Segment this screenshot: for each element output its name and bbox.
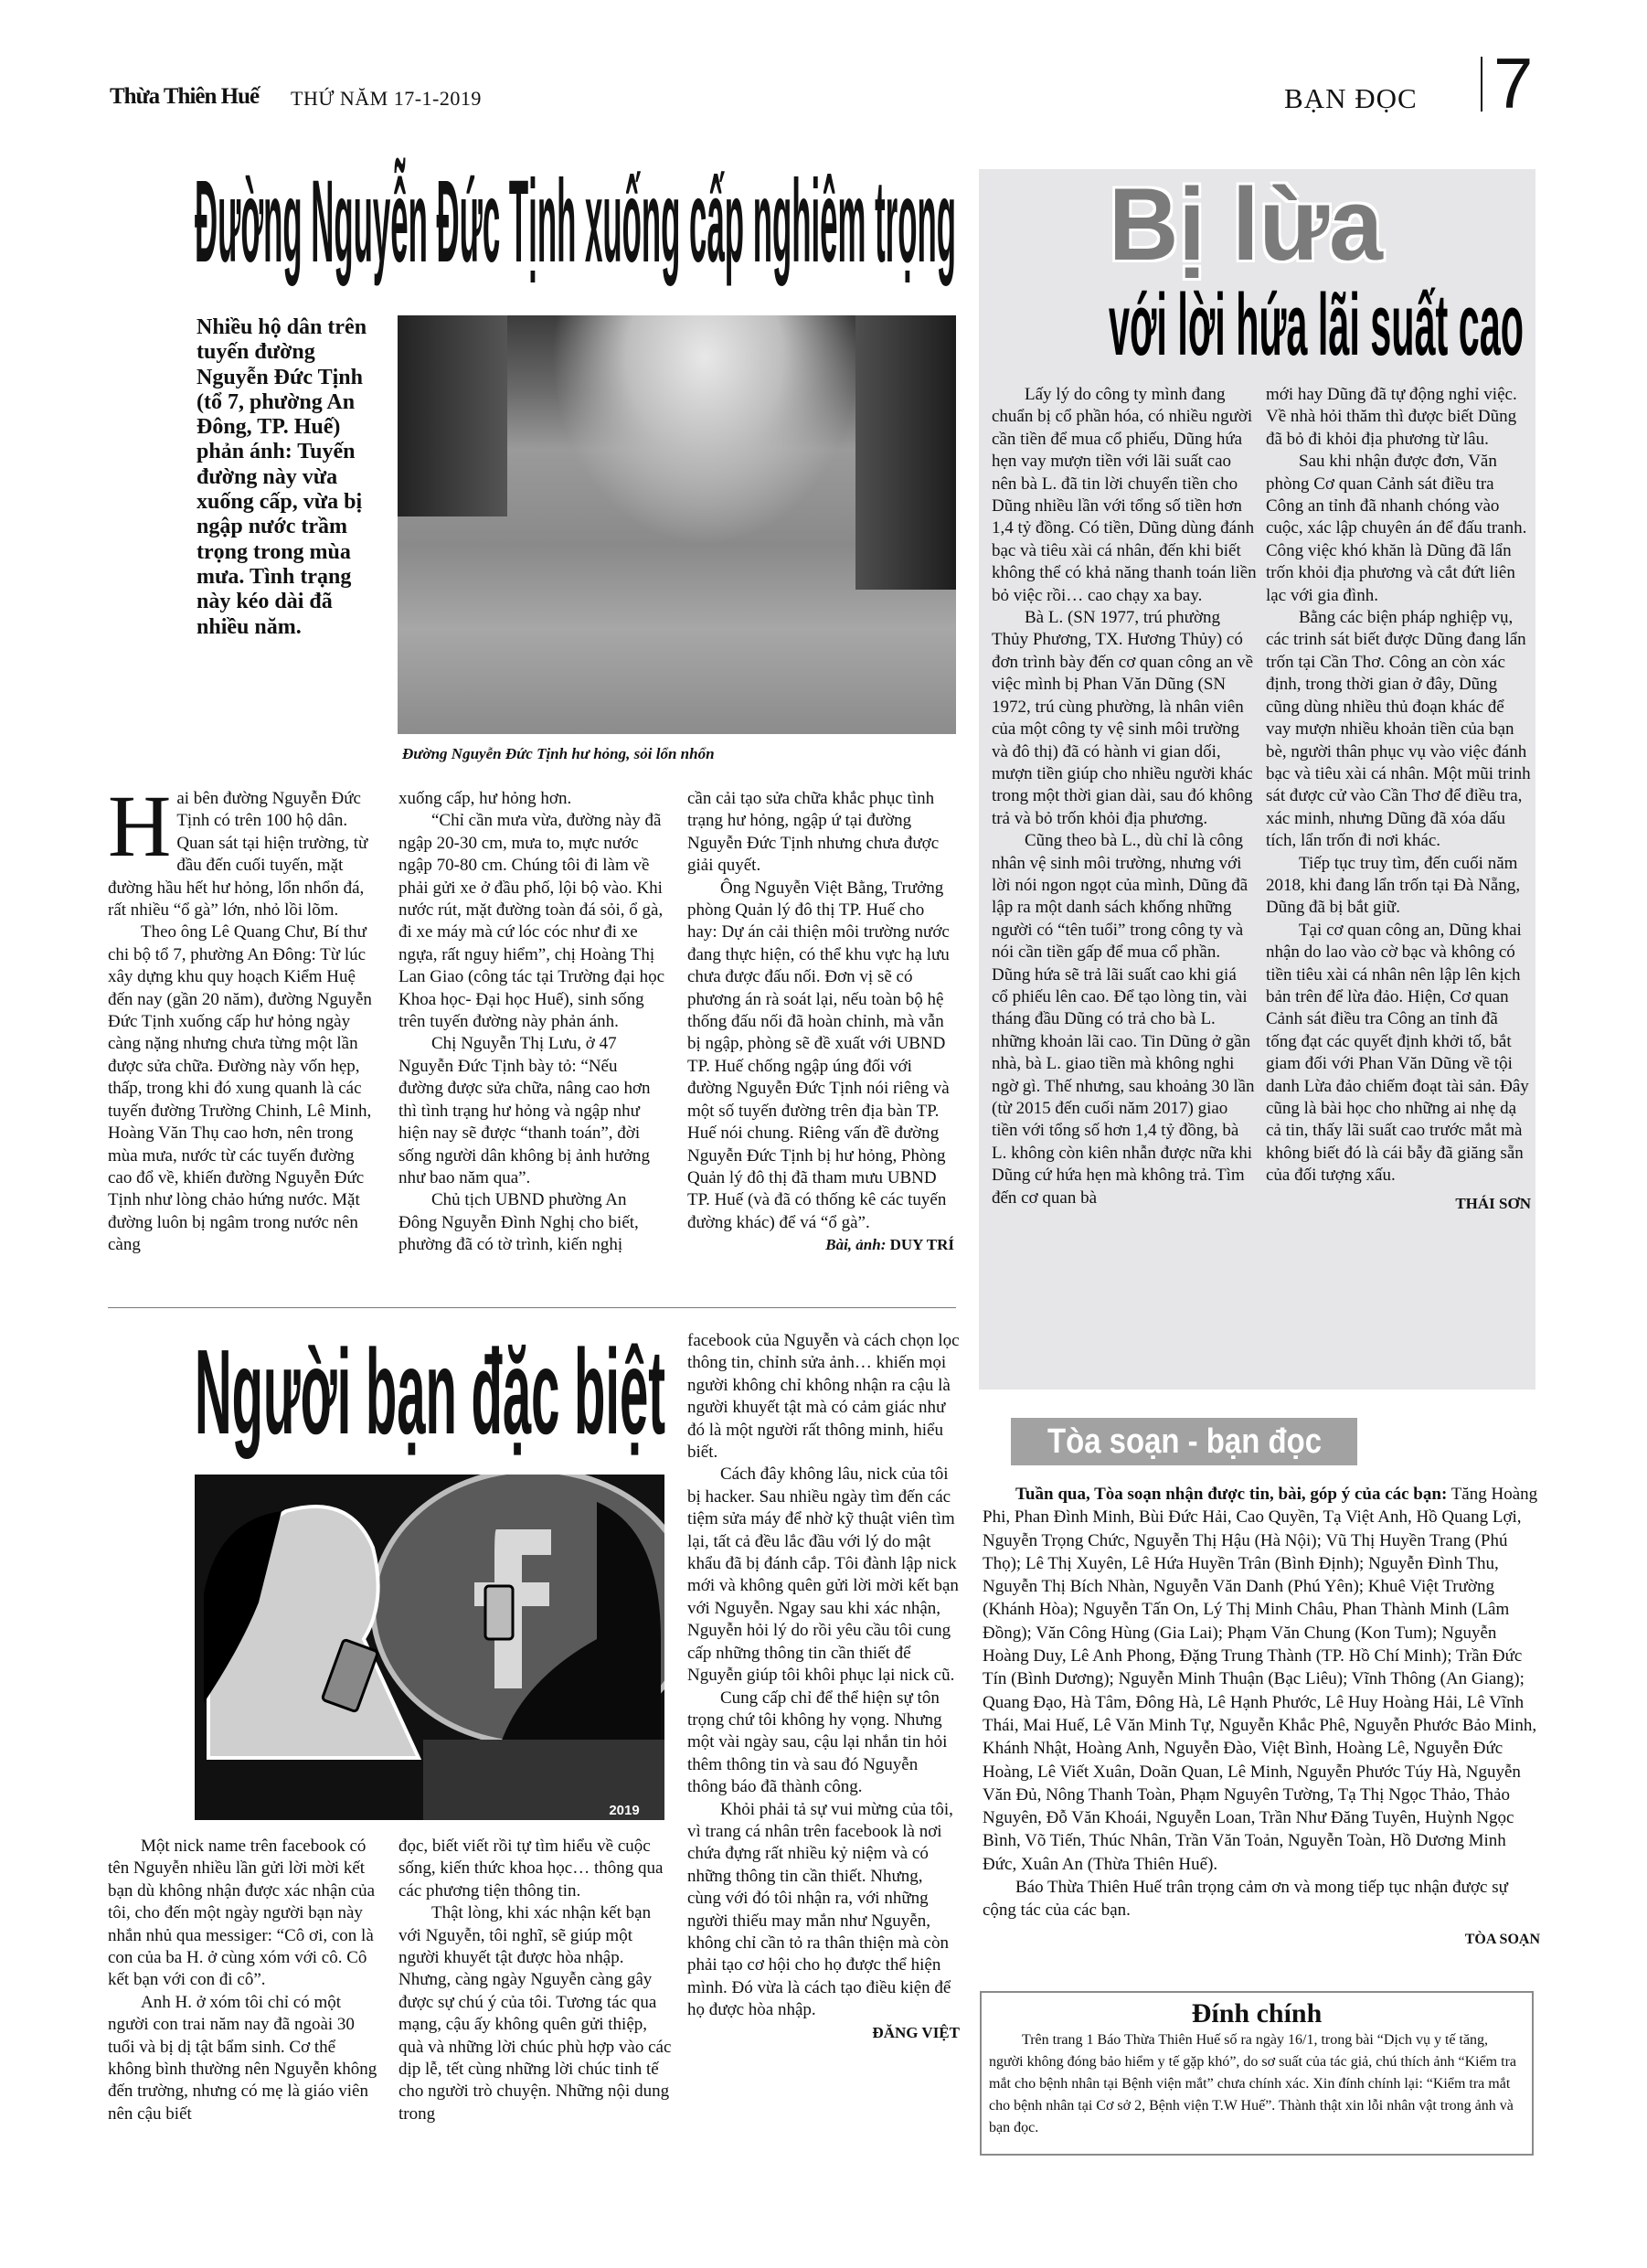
section-title: BẠN ĐỌC (1284, 82, 1418, 114)
photo-caption: Đường Nguyễn Đức Tịnh hư hỏng, sỏi lổn nhổn (402, 745, 715, 762)
road-column-2 (398, 788, 665, 1257)
friend-column-1 (108, 1836, 382, 2125)
road-article-lead: Nhiều hộ dân trên tuyến đường Nguyễn Đức Tịnh (tổ 7, phường An Đông, TP. Huế) phản ánh: Tuyến đường này vừa xuống cấp, vừa bị ngập nước trầm trọng trong mùa mưa. Tình trạng này kéo dài đã nhiều năm. (197, 315, 367, 639)
paragraph: Tiếp tục truy tìm, đến cuối năm 2018, khi đang lẩn trốn tại Đà Nẵng, Dũng đã bị bắt giữ. (1266, 853, 1521, 918)
thanks-text: Báo Thừa Thiên Huế trân trọng cảm ơn và mong tiếp tục nhận được sự cộng tác của các bạn. (983, 1878, 1508, 1921)
contributor-names: Tăng Hoàng Phi, Phan Đình Minh, Bùi Đức Hải, Cao Quyền, Tạ Việt Anh, Hồ Quang Lợi, Nguyễn Trọng Chức, Nguyễn Thị Hậu (Hà Nội); Vũ Thị Huyền Trang (Phú Thọ); Lê Thị Xuyên, Lê Hứa Huyền Trân (Bình Định); Nguyễn Đình Thu, Nguyễn Thị Bích Nhàn, Nguyễn Văn Danh (Phú Yên); Khuê Việt Trường (Khánh Hòa); Nguyễn Tấn On, Lý Thị Minh Châu, Phan Thành Minh (Lâm Đồng); Văn Công Hùng (Gia Lai); Phạm Văn Chung (Kon Tum); Nguyễn Hoàng Duy, Lê Anh Phong, Đặng Trung Thành (TP. Hồ Chí Minh); Trần Đức Tín (Bình Dương); Nguyễn Minh Thuận (Bạc Liêu); Vĩnh Thông (An Giang); Quang Đạo, Hà Tâm, Đông Hà, Lê Hạnh Phước, Lê Huy Hoàng Hải, Lê Vĩnh Thái, Mai Huế, Lê Văn Minh Tự, Nguyễn Khắc Phê, Nguyễn Phước Bảo Minh, Khánh Nhật, Hoàng Anh, Nguyễn Đào, Việt Bình, Hoàng Lê, Nguyễn Đức Hoàng, Lê Viết Xuân, Doãn Quan, Lê Minh, Nguyễn Phước Túy Hà, Nguyễn Văn Đủ, Nông Thanh Toàn, Phạm Nguyên Tường, Tạ Thị Ngọc Thảo, Thảo Nguyên, Đỗ Văn Khoái, Nguyễn Loan, Trần Như Đăng Tuyên, Huỳnh Ngọc Bình, Võ Tiến, Thúc Nhân, Trần Văn Toản, Nguyễn Toàn, Hồ Dương Minh Đức, Xuân An (Thừa Thiên Huế). (983, 1485, 1538, 1874)
paragraph: facebook của Nguyễn và cách chọn lọc thông tin, chỉnh sửa ảnh… khiến mọi người không chỉ không nhận ra cậu là người khuyết tật mà có cảm giác như đó là một người rất thông minh, hiểu biết. (687, 1331, 960, 1463)
paragraph: Chị Nguyễn Thị Lưu, ở 47 Nguyễn Đức Tịnh bày tỏ: “Nếu đường được sửa chữa, nâng cao hơn thì tình trạng hư hỏng và ngập như hiện nay sẽ được “thanh toán”, đời sống người dân không bị ảnh hưởng như bao năm qua”. (398, 1034, 651, 1187)
paragraph: Lấy lý do công ty mình đang chuẩn bị cổ phần hóa, có nhiều người cần tiền để mua cổ phiếu, Dũng hứa hẹn vay mượn tiền với lãi suất cao nên bà L. đã tin lời chuyển tiền cho Dũng nhiều lần với tổng số tiền hơn 1,4 tỷ đồng. Có tiền, Dũng dùng đánh bạc và tiêu xài cá nhân, đến khi biết không thể có khả năng thanh toán liền bỏ việc rồi… cao chạy xa bay. (992, 385, 1257, 605)
section-divider (108, 1307, 956, 1308)
paragraph: Thật lòng, khi xác nhận kết bạn với Nguyễn, tôi nghĩ, sẽ giúp một người khuyết tật được hòa nhập. Nhưng, càng ngày Nguyễn càng gây được sự chú ý của tôi. Tương tác qua mạng, cậu ấy không quên gửi thiệp, quà và những lời chúc phù hợp vào các dịp lễ, tết cùng những lời chúc tinh tế cho người trò chuyện. Những nội dung trong (398, 1903, 672, 2124)
paragraph: Một nick name trên facebook có tên Nguyễn nhiều lần gửi lời mời kết bạn dù không nhận được xác nhận của tôi, cho đến một ngày người bạn này nhắn nhủ qua messiger: “Cô ơi, con là con của ba H. ở cùng xóm với cô. Cô kết bạn với con đi cô”. (108, 1837, 376, 1990)
paragraph: mới hay Dũng đã tự động nghỉ việc. Về nhà hỏi thăm thì được biết Dũng đã bỏ đi khỏi địa phương từ lâu. (1266, 385, 1517, 449)
road-column-1 (108, 777, 375, 1257)
paragraph: Khỏi phải tả sự vui mừng của tôi, vì trang cá nhân trên facebook là nơi chứa đựng rất nhiều kỷ niệm và có những thông tin cần thiết. Nhưng, cùng với đó tôi nhận ra, với những người thiếu may mắn như Nguyễn, không chỉ cần tỏ ra thân thiện mà còn phải tạo cơ hội cho họ được thể hiện mình. Đó vừa là cách tạo điều kiện để họ được hòa nhập. (687, 1799, 953, 2020)
friend-byline: ĐĂNG VIỆT (872, 2023, 960, 2041)
signature-year: 2019 (609, 1803, 640, 1818)
paragraph: Cách đây không lâu, nick của tôi bị hacker. Sau nhiều ngày tìm đến các tiệm sửa máy để nhờ kỹ thuật viên tìm lại, tất cả đều lắc đầu với lý do mật khẩu đã bị đánh cắp. Tôi đành lập nick mới và không quên gửi lời mời kết bạn với Nguyễn. Ngay sau khi xác nhận, Nguyễn hỏi lý do rồi yêu cầu tôi cung cấp những thông tin cần thiết để Nguyễn giúp tôi khôi phục lại nick cũ. (687, 1464, 959, 1686)
facebook-illustration (195, 1475, 664, 1820)
road-byline (687, 1234, 954, 1256)
headline-text: Người bạn đặc biệt (195, 1325, 665, 1459)
paragraph: Tại cơ quan công an, Dũng khai nhận do lao vào cờ bạc và không có tiền tiêu xài cá nhân nên lập lên kịch bản trên để lừa đảo. Hiện, Cơ quan Cảnh sát điều tra Công an tỉnh đã tống đạt các quyết định khởi tố, bắt giam đối với Phan Văn Dũng về tội danh Lừa đảo chiếm đoạt tài sản. Đây cũng là bài học cho những ai nhẹ dạ cả tin, thấy lãi suất cao trước mắt mà không biết đó là cái bẫy đã giăng sẵn của đối tượng xấu. (1266, 920, 1529, 1186)
header-divider (1481, 57, 1482, 112)
intro-text: Tuần qua, Tòa soạn nhận được tin, bài, góp ý của các bạn: (1015, 1485, 1448, 1504)
issue-date: THỨ NĂM 17-1-2019 (291, 87, 482, 110)
paragraph: cần cải tạo sửa chữa khắc phục tình trạng hư hỏng, ngập ứ tại đường Nguyễn Đức Tịnh nhưng chưa được giải quyết. (687, 789, 940, 876)
correction-body: Trên trang 1 Báo Thừa Thiên Huế số ra ngày 16/1, trong bài “Dịch vụ y tế tăng, người không đóng bảo hiểm y tế gặp khó”, do sơ suất của tác giả, chú thích ảnh “Kiểm tra mắt cho bệnh nhân tại Bệnh viện mắt” chưa chính xác. Xin đính chính lại: “Kiểm tra mắt cho bệnh nhân tại Cơ sở 2, Bệnh viện T.W Huế”. Thành thật xin lỗi nhân vật trong ảnh và bạn đọc. (989, 2032, 1516, 2135)
paragraph: Bà L. (SN 1977, trú phường Thủy Phương, TX. Hương Thủy) có đơn trình bày đến cơ quan công an về việc mình bị Phan Văn Dũng (SN 1972, trú cùng phường, là nhân viên của một công ty vệ sinh môi trường và đô thị) đã có hành vi gian dối, mượn tiền giúp cho nhiều người khác trong một thời gian dài, sau đó không trả và bỏ trốn khỏi địa phương. (992, 608, 1254, 828)
road-column-3 (687, 788, 954, 1257)
paragraph: xuống cấp, hư hỏng hơn. (398, 789, 572, 808)
headline-text: Bị lừa (1109, 167, 1383, 282)
paragraph: Cung cấp chỉ để thể hiện sự tôn trọng chứ tôi không hy vọng. Nhưng một vài ngày sau, cậu lại nhắn tin hỏi thêm thông tin và sau đó Nguyễn thông báo đã thành công. (687, 1688, 948, 1797)
banner-text: Tòa soạn - bạn đọc (1047, 1422, 1322, 1461)
byline-name: DUY TRÍ (889, 1236, 954, 1254)
correction-title: Đính chính (1191, 1998, 1323, 2028)
paragraph: Bằng các biện pháp nghiệp vụ, các trinh sát biết được Dũng đang lẩn trốn tại Cần Thơ. Công an còn xác định, trong thời gian ở đây, Dũng cũng dùng nhiều thủ đoạn khác để vay mượn nhiều khoản tiền của bạn bè, người thân phục vụ vào việc đánh bạc và tiêu xài cá nhân. Một mũi trinh sát được cử vào Cần Thơ để điều tra, xác minh, nhưng Dũng đã xóa dấu tích, lẩn trốn đi nơi khác. (1266, 608, 1531, 851)
fraud-byline: THÁI SƠN (1455, 1194, 1531, 1212)
paragraph: Theo ông Lê Quang Chư, Bí thư chi bộ tổ 7, phường An Đông: Từ lúc xây dựng khu quy hoạch Kiểm Huệ đến nay (gần 20 năm), đường Nguyễn Đức Tịnh xuống cấp hư hỏng ngày càng nặng nhưng chưa từng một lần được sửa chữa. Đường này vốn hẹp, thấp, trong khi đó xung quanh là các tuyến đường Trường Chinh, Lê Minh, Hoàng Văn Thụ cao hơn, nên trong mùa mưa, nước từ các tuyến đường cao đổ về, khiến đường Nguyễn Đức Tịnh như lòng chảo hứng nước. Mặt đường luôn bị ngâm trong nước nên càng (108, 922, 372, 1255)
byline-label: Bài, ảnh: (825, 1236, 887, 1254)
readers-corner-text (983, 1483, 1540, 1951)
masthead: Thừa Thiên Huế (110, 84, 260, 109)
paragraph: Ông Nguyễn Việt Bằng, Trưởng phòng Quản lý đô thị TP. Huế cho hay: Dự án cải thiện môi trường nước đang thực hiện, có thể khu vực hạ lưu chưa được đấu nối. Đơn vị sẽ có phương án rà soát lại, nếu toàn bộ hệ thống đấu nối đã hoàn chỉnh, mà vẫn bị ngập, phòng sẽ đề xuất với UBND TP. Huế chống ngập úng đối với đường Nguyễn Đức Tịnh nói riêng và một số tuyến đường trên địa bàn TP. Huế nói chung. Riêng vấn đề đường Nguyễn Đức Tịnh bị hư hỏng, Phòng Quản lý đô thị đã tham mưu UBND TP. Huế (và đã có thống kê các tuyến đường khác) để vá “ổ gà”. (687, 878, 950, 1232)
readers-corner-banner (1011, 1418, 1357, 1465)
contributors-list (983, 1483, 1540, 1876)
paragraph: Chủ tịch UBND phường An Đông Nguyễn Đình Nghị cho biết, phường đã có tờ trình, kiến nghị (398, 1190, 639, 1255)
headline-text: Đường Nguyễn Đức Tịnh xuống cấp nghiêm trọng (195, 156, 956, 287)
paragraph: Anh H. ở xóm tôi chỉ có một người con trai năm nay đã ngoài 30 tuổi và bị dị tật bẩm sinh. Cơ thể không bình thường nên Nguyễn không đến trường, nhưng có mẹ là giáo viên nên cậu biết (108, 1992, 377, 2124)
headline-text: với lời hứa lãi suất cao (1109, 276, 1524, 374)
paragraph: Sau khi nhận được đơn, Văn phòng Cơ quan Cảnh sát điều tra Công an tỉnh đã nhanh chóng vào cuộc, xác lập chuyên án để đấu tranh. Công việc khó khăn là Dũng đã lẩn trốn khỏi địa phương và cắt đứt liên lạc với gia đình. (1266, 452, 1527, 605)
friend-column-3 (687, 1330, 960, 2044)
friend-column-2 (398, 1836, 673, 2125)
page-number: 7 (1493, 43, 1534, 123)
paragraph: ai bên đường Nguyễn Đức Tịnh có trên 100 hộ dân. Quan sát tại hiện trường, từ đầu đến cuối tuyến, mặt đường hầu hết hư hỏng, lổn nhổn đá, rất nhiều “ổ gà” lớn, nhỏ lồi lõm. (108, 789, 368, 921)
fraud-headline-bottom (1109, 276, 1647, 374)
fraud-headline-top (1109, 167, 1399, 282)
correction-box (980, 1991, 1534, 2156)
fraud-column-1 (992, 384, 1257, 1209)
drop-cap: H (108, 777, 172, 875)
editorial-signature: TÒA SOẠN (1464, 1931, 1540, 1947)
paragraph: Cũng theo bà L., dù chỉ là công nhân vệ sinh môi trường, nhưng với lời nói ngon ngọt của mình, Dũng đã lập ra một danh sách khống những người có “tên tuổi” trong công ty và nói cần tiền gấp để mua cổ phần. Dũng hứa sẽ trả lãi suất cao khi giá cổ phiếu lên cao. Để tạo lòng tin, vài tháng đầu Dũng có trả cho bà L. những khoản lãi cao. Tin Dũng ở gần nhà, bà L. giao tiền mà không nghi ngờ gì. Thế nhưng, sau khoảng 30 lần (từ 2015 đến cuối năm 2017) giao tiền với tổng số hơn 1,4 tỷ đồng, bà L. không còn kiên nhẫn được nữa khi Dũng cứ hứa hẹn mà không trả. Tìm đến cơ quan bà (992, 831, 1255, 1208)
paragraph: đọc, biết viết rồi tự tìm hiểu về cuộc sống, kiến thức khoa học… thông qua các phương tiện thông tin. (398, 1837, 664, 1901)
fraud-column-2 (1266, 384, 1531, 1215)
paragraph: “Chỉ cần mưa vừa, đường này đã ngập 20-30 cm, mưa to, mực nước ngập 70-80 cm. Chúng tôi đi làm về phải gửi xe ở đầu phố, lội bộ vào. Khi nước rút, mặt đường toàn đá sỏi, ổ gà, đi xe máy mà cứ lóc cóc như đi xe ngựa, rất nguy hiểm”, chị Hoàng Thị Lan Giao (công tác tại Trường đại học Khoa học- Đại học Huế), sinh sống trên tuyến đường này phản ánh. (398, 811, 665, 1032)
road-photo (398, 315, 956, 734)
